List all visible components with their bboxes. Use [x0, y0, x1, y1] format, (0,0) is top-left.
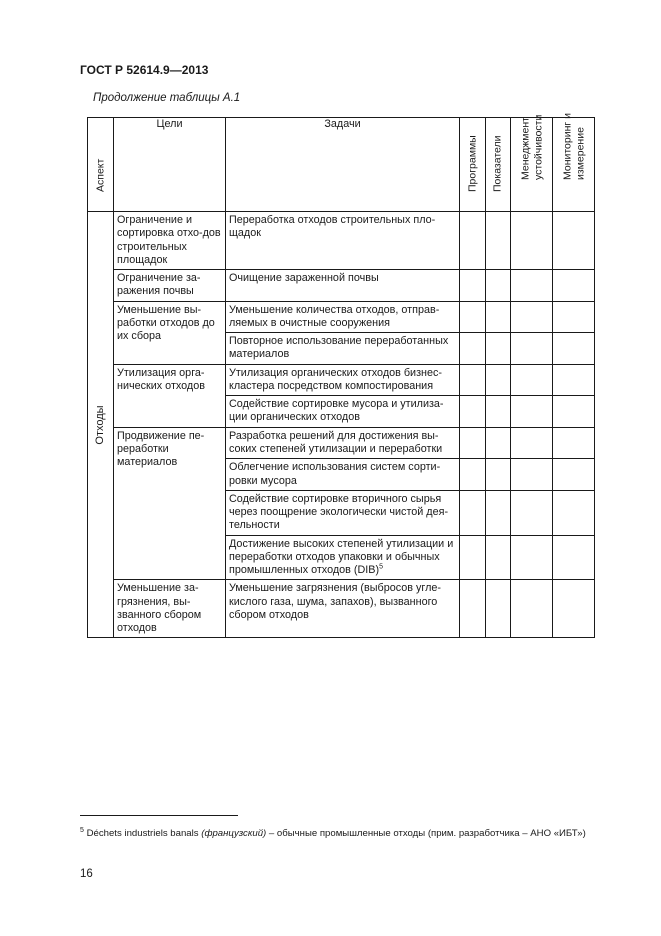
table-header-row [88, 118, 595, 212]
column-header-monitoring: Мониторинг и измерение [553, 118, 595, 212]
task-cell: Достижение высоких степеней утилизации и переработки отходов упаковки и обычных промышленных отходов (DIB)$^5$ [226, 535, 460, 580]
goal-cell: Продвижение пе-реработки материалов [114, 427, 226, 580]
column-header-management: Менеджмент устойчивости [511, 118, 553, 212]
goals-tasks-table [87, 112, 595, 638]
task-cell: Уменьшение количества отходов, отправ-ляемых в очистные сооружения [226, 301, 460, 333]
goal-cell: Уменьшение вы-работки отходов до их сбора [114, 301, 226, 364]
goal-cell: Уменьшение за-грязнения, вы-званного сбором отходов [114, 580, 226, 638]
column-header-goals: Цели [114, 118, 226, 212]
table-row [88, 270, 595, 302]
table-row [88, 301, 595, 333]
task-cell: Переработка отходов строительных пло-щадок [226, 212, 460, 270]
page-number: 16 [80, 868, 93, 880]
task-cell: Уменьшение загрязнения (выбросов угле-кислого газа, шума, запахов), вызванного сбором отходов [226, 580, 460, 638]
aspect-label: Отходы [93, 405, 106, 445]
table-row [88, 212, 595, 270]
column-header-tasks: Задачи [226, 118, 460, 212]
task-cell: Утилизация органических отходов бизнес-кластера посредством компостирования [226, 364, 460, 396]
task-cell: Содействие сортировке мусора и утилиза-ции органических отходов [226, 396, 460, 428]
footnote-ref: 5 [379, 563, 383, 571]
column-header-programs: Программы [460, 118, 486, 212]
column-header-aspect: Аспект [88, 118, 114, 212]
goal-cell: Ограничение за-ражения почвы [114, 270, 226, 302]
aspect-cell [88, 212, 114, 638]
table-row [88, 364, 595, 396]
task-cell: Облегчение использования систем сорти-ровки мусора [226, 459, 460, 491]
footnote-divider [80, 815, 238, 816]
task-cell: Очищение зараженной почвы [226, 270, 460, 302]
table-row [88, 580, 595, 638]
footnote: $^5$ Déchets industriels banals (французский) – обычные промышленные отходы (прим. разработчика – АНО «ИБТ») [80, 826, 586, 839]
document-code: ГОСТ Р 52614.9—2013 [80, 63, 209, 77]
goal-cell: Утилизация орга-нических отходов [114, 364, 226, 427]
task-cell: Содействие сортировке вторичного сырья через поощрение экологически чистой дея-тельности [226, 490, 460, 535]
task-cell: Повторное использование переработанных материалов [226, 333, 460, 365]
column-header-indicators: Показатели [486, 118, 511, 212]
task-cell: Разработка решений для достижения вы-соких степеней утилизации и переработки [226, 427, 460, 459]
table-caption: Продолжение таблицы А.1 [93, 92, 241, 104]
table-row [88, 427, 595, 459]
goal-cell: Ограничение и сортировка отхо-дов строительных площадок [114, 212, 226, 270]
